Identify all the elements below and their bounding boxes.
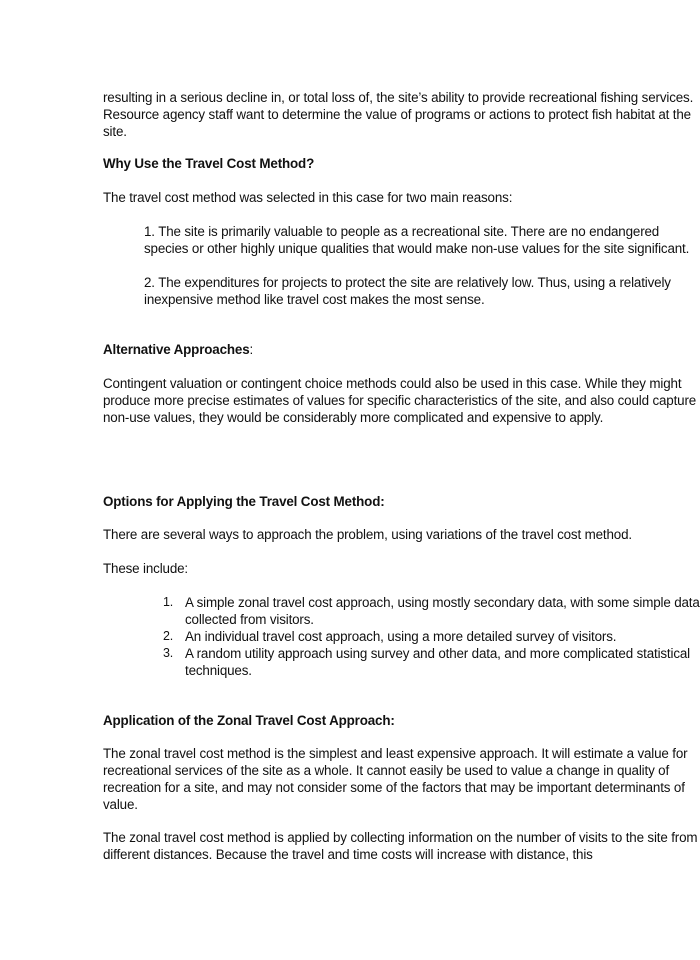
option-number: 1.: [163, 595, 174, 609]
option-number: 2.: [163, 629, 174, 643]
reason-2: 2. The expenditures for projects to protect the site are relatively low. Thus, using a relatively inexpensive method like travel cost makes the most sense.: [144, 275, 671, 307]
heading-alternative-approaches: [103, 341, 700, 358]
intro-paragraph: resulting in a serious decline in, or total loss of, the site’s ability to provide recreational fishing services. Resource agency staff want to determine the value of programs or actions to protect fish habitat at the site.: [103, 90, 694, 139]
options-list: [163, 594, 700, 679]
option-text: An individual travel cost approach, using a more detailed survey of visitors.: [185, 629, 617, 644]
alternative-approaches-paragraph: Contingent valuation or contingent choice methods could also be used in this case. While they might produce more precise estimates of values for specific characteristics of the site, and also could capture non-use values, they would be considerably more complicated and expensive to apply.: [103, 376, 697, 425]
why-use-paragraph: The travel cost method was selected in this case for two main reasons:: [103, 190, 513, 205]
application-zonal-paragraph-2: The zonal travel cost method is applied by collecting information on the number of visits to the site from different distances. Because the travel and time costs will increase with distance, this: [103, 830, 698, 862]
heading-application-zonal: Application of the Zonal Travel Cost Approach:: [103, 713, 395, 728]
option-item: [163, 594, 700, 628]
application-zonal-paragraph: The zonal travel cost method is the simplest and least expensive approach. It will estimate a value for recreational services of the site as a whole. It cannot easily be used to value a change in quality of recreation for a site, and may not consider some of the factors that may be important determinants of value.: [103, 746, 688, 812]
option-item: [163, 645, 700, 679]
heading-colon: :: [249, 342, 254, 357]
option-text: A simple zonal travel cost approach, using mostly secondary data, with some simple data collected from visitors.: [185, 595, 700, 627]
heading-alternative-approaches-text: Alternative Approaches: [103, 342, 250, 357]
heading-why-use: Why Use the Travel Cost Method?: [103, 156, 315, 171]
option-text: A random utility approach using survey and other data, and more complicated statistical techniques.: [185, 646, 691, 678]
option-item: [163, 628, 700, 645]
option-number: 3.: [163, 646, 174, 660]
reason-1: 1. The site is primarily valuable to people as a recreational site. There are no endangered species or other highly unique qualities that would make non-use values for the site significant.: [144, 224, 690, 256]
heading-options: Options for Applying the Travel Cost Method:: [103, 494, 385, 509]
options-these-include: These include:: [103, 561, 188, 576]
options-paragraph: There are several ways to approach the problem, using variations of the travel cost method.: [103, 527, 632, 542]
